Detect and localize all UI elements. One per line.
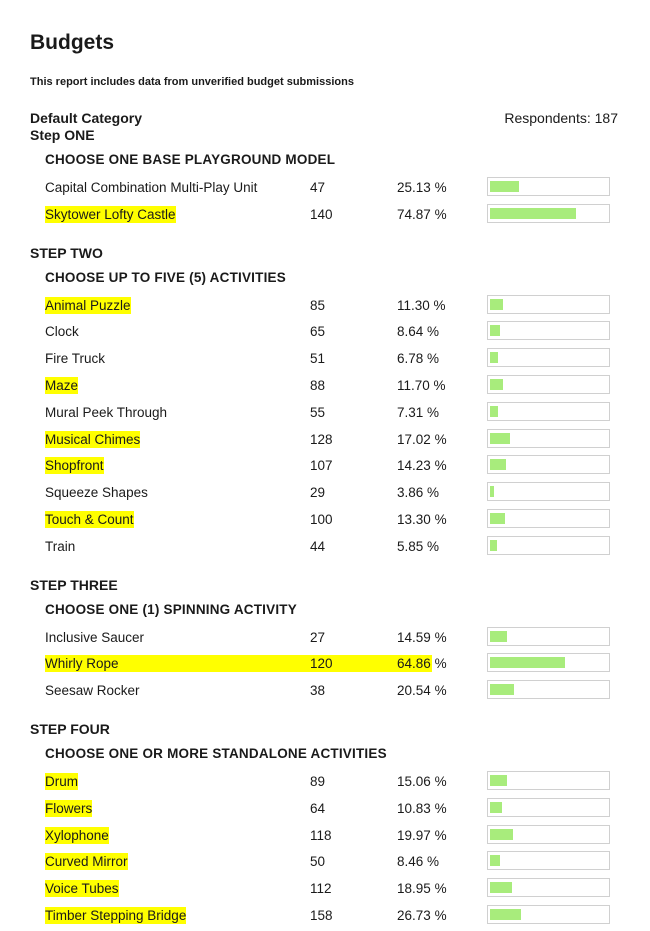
percent-bar-fill [490,513,505,524]
percent-unit: % [434,180,447,195]
percent-bar [487,177,610,196]
option-count: 120 [310,656,333,672]
percent-value: 20.54 [397,683,431,699]
step-subheading: CHOOSE ONE BASE PLAYGROUND MODEL [45,152,336,167]
percent-bar-fill [490,433,510,444]
option-count: 50 [310,854,326,870]
option-list [0,626,650,706]
step-section [0,577,650,706]
respondents-count [504,110,618,127]
option-name: Seesaw Rocker [45,683,140,699]
percent-bar [487,204,610,223]
option-percent [397,907,447,924]
steps-list [0,127,650,931]
option-row [0,535,650,562]
percent-bar [487,905,610,924]
percent-bar-fill [490,802,502,813]
option-count: 158 [310,907,333,923]
percent-bar-fill [490,208,576,219]
option-name: Mural Peek Through [45,404,168,420]
percent-unit: % [434,773,447,789]
option-percent [397,377,446,394]
percent-value: 19.97 [397,827,431,843]
percent-bar-fill [490,486,494,497]
percent-bar [487,429,610,448]
option-name: Touch & Count [45,511,134,527]
option-row [0,401,650,428]
percent-unit: % [434,629,447,645]
option-name: Maze [45,377,79,393]
option-count: 89 [310,773,326,789]
percent-bar-fill [490,882,512,893]
percent-bar [487,482,610,501]
option-name: Fire Truck [45,351,106,367]
percent-bar [487,798,610,817]
option-name: Squeeze Shapes [45,485,148,501]
percent-bar [487,825,610,844]
percent-bar-fill [490,909,521,920]
percent-bar [487,536,610,555]
option-count: 38 [310,683,326,699]
option-percent [397,457,447,474]
option-row [0,176,650,203]
percent-value: 7.31 [397,404,424,420]
percent-unit: % [427,854,440,870]
percent-bar [487,455,610,474]
option-percent [397,827,447,844]
percent-unit: % [434,800,447,816]
option-name: Curved Mirror [45,854,128,870]
report-title: Budgets [30,31,114,54]
percent-value: 8.64 [397,324,424,340]
option-count: 140 [310,206,333,222]
percent-unit: % [434,656,447,672]
percent-unit: % [427,404,440,420]
option-row [0,850,650,877]
option-list [0,770,650,931]
option-name: Musical Chimes [45,431,141,447]
option-row [0,294,650,321]
option-percent [397,297,446,314]
percent-bar-fill [490,406,498,417]
option-list [0,176,650,230]
option-name: Whirly Rope [45,656,119,672]
percent-bar-fill [490,379,503,390]
step-heading: STEP TWO [30,244,103,261]
step-subheading: CHOOSE ONE (1) SPINNING ACTIVITY [45,601,297,617]
percent-unit: % [434,458,447,474]
option-name: Shopfront [45,458,104,474]
percent-unit: % [434,683,447,699]
percent-bar-fill [490,684,514,695]
option-row [0,428,650,455]
option-count: 51 [310,351,326,367]
percent-value: 74.87 [397,206,431,222]
percent-unit: % [427,485,440,501]
percent-bar-fill [490,352,498,363]
step-section [0,721,650,931]
option-name: Capital Combination Multi-Play Unit [45,180,258,195]
percent-unit: % [427,538,440,554]
percent-unit: % [434,881,447,897]
percent-bar-fill [490,540,497,551]
report-note: This report includes data from unverified budget submissions [30,76,354,88]
option-percent [397,800,447,817]
percent-bar-fill [490,775,507,786]
option-name: Timber Stepping Bridge [45,907,187,923]
step-section [0,245,650,562]
percent-bar-fill [490,631,507,642]
percent-unit: % [434,431,447,447]
percent-bar [487,627,610,646]
percent-unit: % [433,377,446,393]
option-percent [397,350,439,367]
option-percent [397,773,447,790]
option-count: 85 [310,297,326,313]
percent-bar [487,295,610,314]
percent-bar-fill [490,299,503,310]
step-heading: STEP THREE [30,576,118,593]
option-name: Voice Tubes [45,881,119,897]
option-percent [397,323,439,340]
option-row [0,770,650,797]
option-row [0,679,650,706]
percent-value: 13.30 [397,511,431,527]
option-name: Inclusive Saucer [45,629,145,645]
percent-value: 25.13 [397,180,431,195]
option-percent [397,484,439,501]
option-percent [397,404,439,421]
option-row [0,652,650,679]
option-row [0,481,650,508]
option-count: 27 [310,629,326,645]
percent-bar [487,771,610,790]
option-name: Train [45,538,76,554]
option-row [0,203,650,230]
percent-bar-fill [490,829,513,840]
option-count: 128 [310,431,333,447]
option-row [0,877,650,904]
option-count: 112 [310,881,332,897]
option-row [0,374,650,401]
percent-value: 10.83 [397,800,431,816]
option-percent [397,538,439,555]
option-percent [397,206,447,223]
option-name: Xylophone [45,827,109,843]
option-percent [397,431,447,448]
percent-unit: % [434,827,447,843]
percent-value: 15.06 [397,773,431,789]
percent-bar [487,321,610,340]
option-percent [397,511,447,528]
percent-value: 14.23 [397,458,431,474]
percent-value: 11.70 [397,377,430,393]
step-section [0,127,650,230]
option-list [0,294,650,562]
option-name: Animal Puzzle [45,297,131,313]
percent-unit: % [434,907,447,923]
option-count: 88 [310,377,326,393]
percent-value: 11.30 [397,297,430,313]
option-count: 65 [310,324,326,340]
option-row [0,320,650,347]
percent-value: 17.02 [397,431,431,447]
percent-bar [487,509,610,528]
step-subheading: CHOOSE UP TO FIVE (5) ACTIVITIES [45,269,286,285]
option-count: 29 [310,485,326,501]
percent-value: 18.95 [397,881,431,897]
option-row [0,626,650,653]
step-subheading: CHOOSE ONE OR MORE STANDALONE ACTIVITIES [45,745,387,761]
option-row [0,797,650,824]
option-name: Drum [45,773,78,789]
respondents-value: 187 [594,110,618,126]
option-name: Clock [45,324,79,340]
percent-bar-fill [490,657,565,668]
option-percent [397,853,439,870]
percent-bar-fill [490,855,500,866]
option-percent [397,629,447,646]
percent-value: 8.46 [397,854,424,870]
option-row [0,904,650,931]
percent-bar-fill [490,459,506,470]
option-count: 44 [310,538,326,554]
option-row [0,347,650,374]
percent-unit: % [434,511,447,527]
percent-bar [487,680,610,699]
category-label: Default Category [30,110,143,126]
option-row [0,508,650,535]
percent-value: 14.59 [397,629,431,645]
percent-bar [487,851,610,870]
percent-bar [487,653,610,672]
percent-unit: % [433,297,446,313]
percent-value: 6.78 [397,351,424,367]
respondents-label: Respondents: [504,110,591,126]
option-percent [397,655,447,672]
step-heading: STEP FOUR [30,720,110,737]
option-count: 100 [310,511,333,527]
percent-bar-fill [490,181,519,192]
percent-bar [487,375,610,394]
option-count: 47 [310,180,326,195]
option-count: 64 [310,800,326,816]
option-row [0,824,650,851]
percent-value: 64.86 [397,656,431,672]
option-count: 118 [310,827,332,843]
option-name: Skytower Lofty Castle [45,206,176,222]
option-count: 55 [310,404,326,420]
percent-unit: % [427,351,440,367]
option-percent [397,682,447,699]
option-name: Flowers [45,800,93,816]
step-heading: Step ONE [30,127,95,143]
percent-bar [487,348,610,367]
percent-value: 3.86 [397,485,424,501]
percent-bar [487,402,610,421]
percent-bar [487,878,610,897]
percent-unit: % [434,206,447,222]
option-percent [397,179,447,196]
option-percent [397,880,447,897]
percent-value: 5.85 [397,538,424,554]
percent-value: 26.73 [397,907,431,923]
option-row [0,454,650,481]
percent-bar-fill [490,325,500,336]
option-count: 107 [310,458,333,474]
percent-unit: % [427,324,440,340]
